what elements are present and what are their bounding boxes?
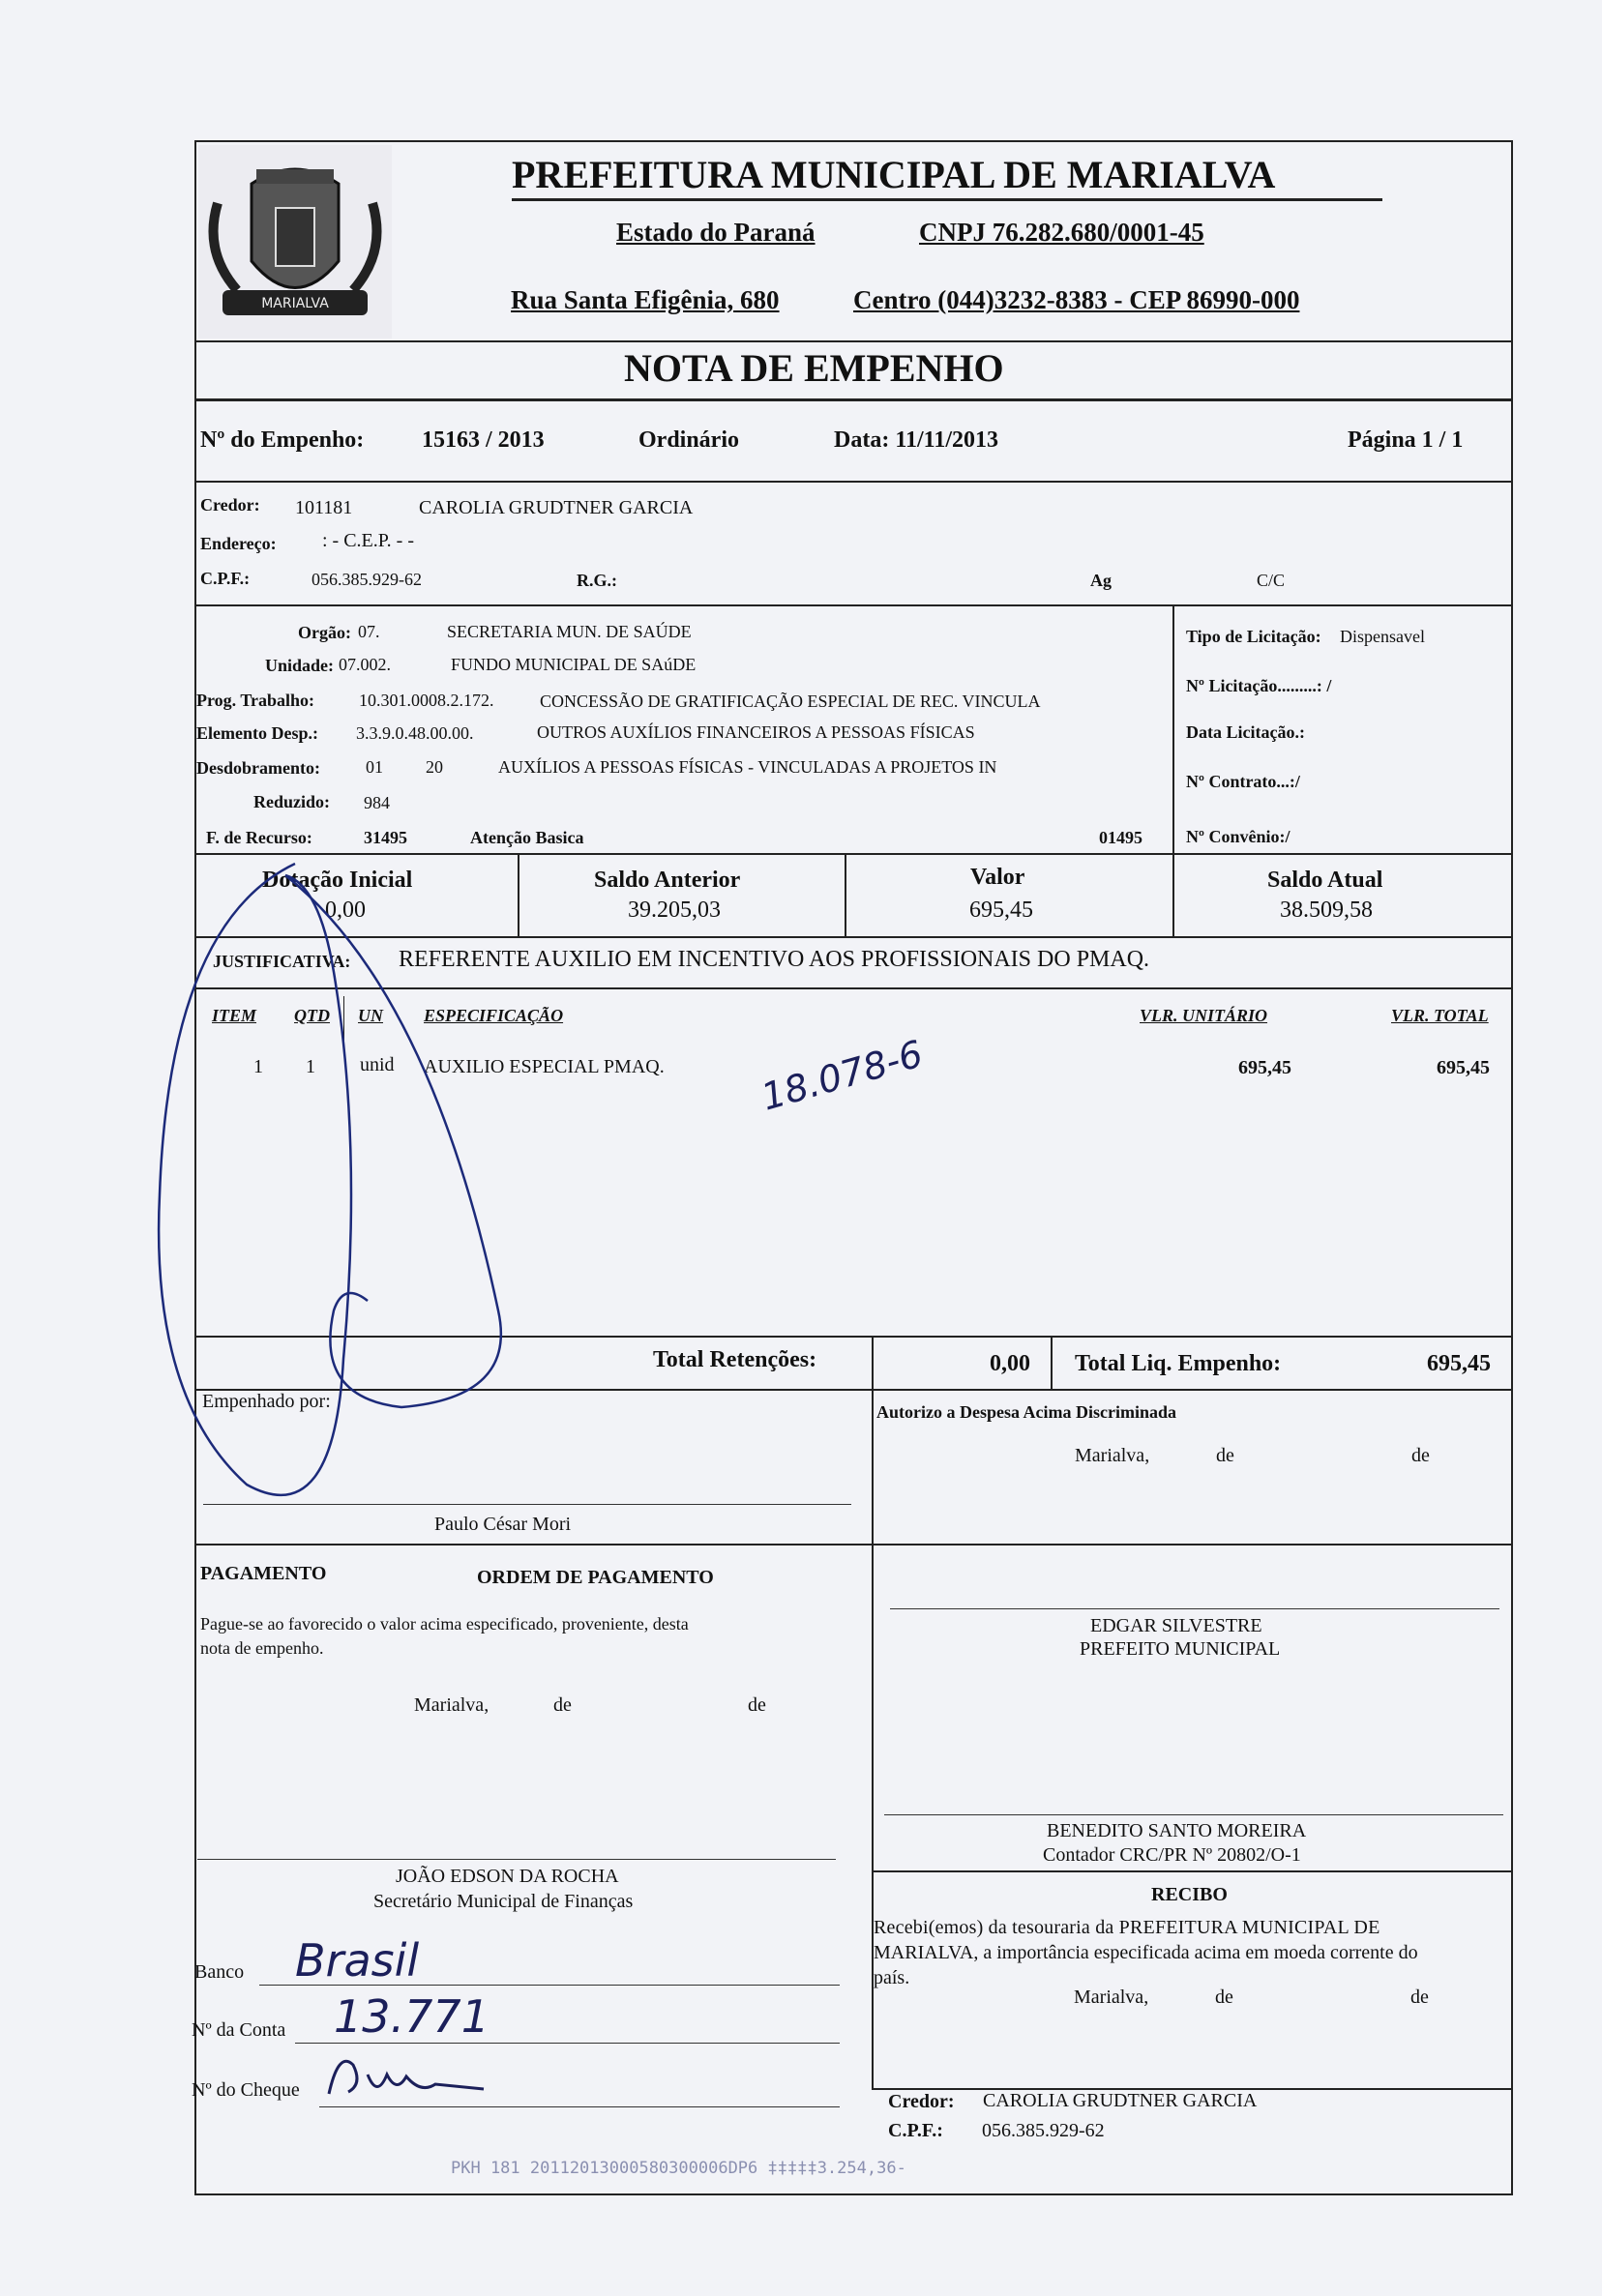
state-name: Estado do Paraná [616, 218, 816, 247]
conta-signature: 13.771 [334, 1990, 490, 2043]
handwritten-note: 18.078-6 [756, 1032, 928, 1119]
programa-name: CONCESSÃO DE GRATIFICAÇÃO ESPECIAL DE REC. VINCULA [540, 692, 1041, 711]
page-number: Página 1 / 1 [1348, 427, 1464, 453]
licitacao-type: Dispensavel [1340, 627, 1425, 646]
svg-text:MARIALVA: MARIALVA [261, 296, 329, 311]
dotacao-inicial: 0,00 [325, 898, 366, 923]
address: Rua Santa Efigênia, 680 [511, 285, 780, 314]
cnpj: CNPJ 76.282.680/0001-45 [919, 218, 1204, 247]
banco-signature: Brasil [295, 1934, 420, 1987]
saldo-atual: 38.509,58 [1280, 898, 1373, 923]
desdobramento-name: AUXÍLIOS A PESSOAS FÍSICAS - VINCULADAS A PROJETOS IN [498, 757, 997, 777]
footer-code: PKH 181 20112013000580300006DP6 ‡‡‡‡‡3.254,36- [451, 2159, 906, 2178]
ordem-pagamento-title: ORDEM DE PAGAMENTO [477, 1567, 714, 1588]
unidade-name: FUNDO MUNICIPAL DE SAúDE [451, 655, 697, 674]
total-liquido: 695,45 [1427, 1351, 1491, 1376]
recibo-title: RECIBO [1151, 1884, 1228, 1905]
empenho-number: 15163 / 2013 [422, 427, 545, 453]
prefeito-name: EDGAR SILVESTRE [1090, 1615, 1262, 1636]
creditor-code: 101181 [295, 497, 353, 518]
pen-stroke-decoration [111, 856, 653, 1514]
coat-of-arms-icon [198, 145, 392, 339]
recibo-credor: CAROLIA GRUDTNER GARCIA [983, 2090, 1258, 2111]
saldo-anterior: 39.205,03 [628, 898, 721, 923]
table-row-item: 1 [253, 1056, 263, 1077]
table-row-espec: AUXILIO ESPECIAL PMAQ. [424, 1056, 665, 1077]
creditor-address: : - C.E.P. - - [322, 530, 414, 551]
empenho-type: Ordinário [638, 427, 740, 453]
orgao-name: SECRETARIA MUN. DE SAÚDE [447, 622, 692, 641]
cheque-signature-icon [310, 2046, 503, 2104]
org-name: PREFEITURA MUNICIPAL DE MARIALVA [512, 153, 1276, 196]
creditor-name: CAROLIA GRUDTNER GARCIA [419, 497, 694, 518]
contador-title: Contador CRC/PR Nº 20802/O-1 [1043, 1844, 1301, 1866]
prefeito-title: PREFEITO MUNICIPAL [1080, 1638, 1281, 1660]
district-phone-cep: Centro (044)3232-8383 - CEP 86990-000 [853, 285, 1300, 314]
licitacao-type-label: Tipo de Licitação: [1186, 627, 1321, 646]
empenho-number-label: Nº do Empenho: [200, 427, 365, 453]
secretario-name: JOÃO EDSON DA ROCHA [396, 1866, 619, 1887]
total-retencoes: 0,00 [990, 1351, 1030, 1376]
creditor-cpf: 056.385.929-62 [312, 570, 422, 589]
empenhado-nome: Paulo César Mori [434, 1514, 572, 1535]
secretario-title: Secretário Municipal de Finanças [373, 1891, 634, 1912]
justificativa-text: REFERENTE AUXILIO EM INCENTIVO AOS PROFISSIONAIS DO PMAQ. [399, 947, 1150, 972]
recibo-cpf: 056.385.929-62 [982, 2120, 1105, 2141]
elemento-name: OUTROS AUXÍLIOS FINANCEIROS A PESSOAS FÍSICAS [537, 722, 975, 742]
doc-title: NOTA DE EMPENHO [624, 346, 1004, 390]
empenho-date: Data: 11/11/2013 [834, 427, 999, 453]
contador-name: BENEDITO SANTO MOREIRA [1047, 1820, 1307, 1841]
valor: 695,45 [969, 898, 1033, 923]
